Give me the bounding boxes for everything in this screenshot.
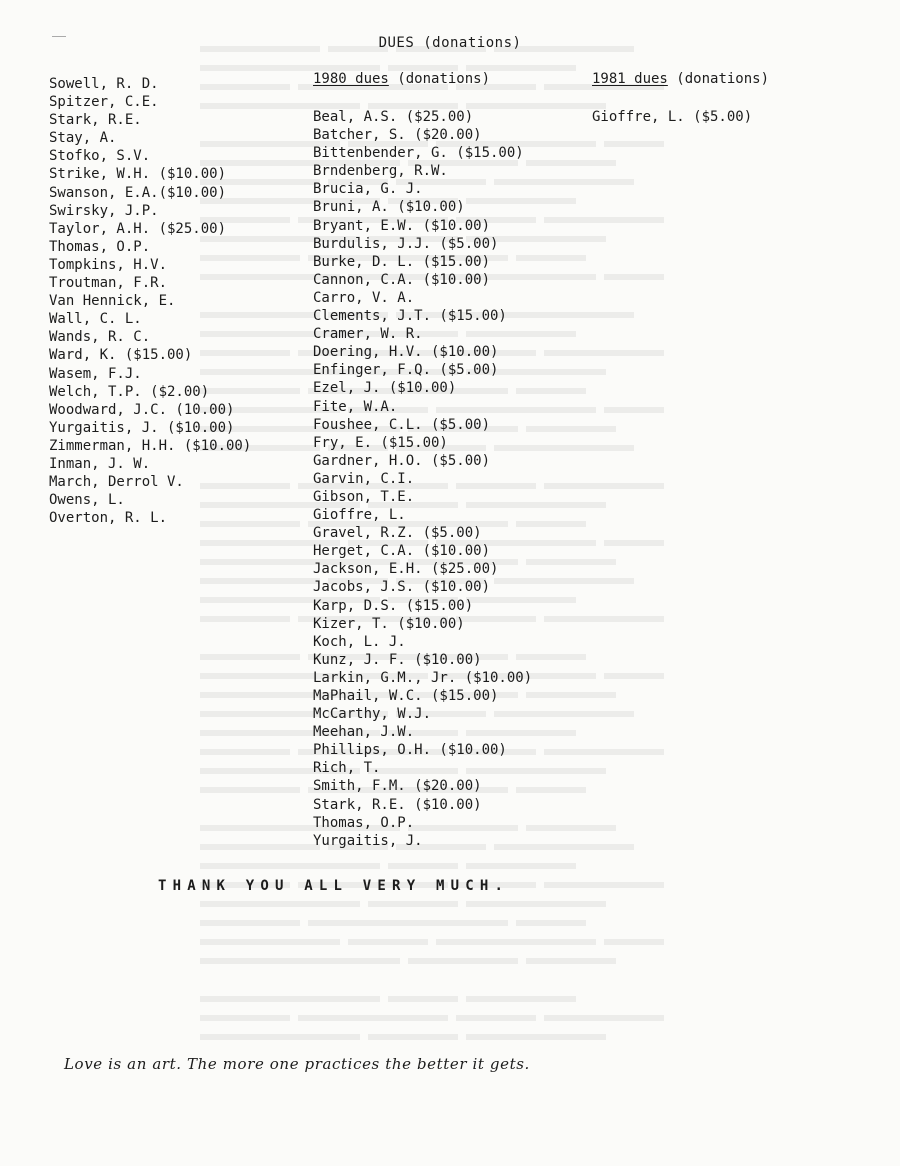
dues-1980-entry: McCarthy, W.J. bbox=[313, 706, 432, 723]
dues-1980-entry: Batcher, S. ($20.00) bbox=[313, 127, 482, 144]
member-entry: Tompkins, H.V. bbox=[49, 256, 168, 273]
closing-quote: Love is an art. The more one practices the better it gets. bbox=[64, 1055, 530, 1073]
dues-1980-entry: Bittenbender, G. ($15.00) bbox=[313, 145, 524, 162]
heading-1981-suffix: (donations) bbox=[676, 71, 770, 87]
dues-1980-entry: Fite, W.A. bbox=[313, 398, 398, 415]
member-entry: Strike, W.H. ($10.00) bbox=[49, 166, 227, 183]
dues-1980-entry: Gardner, H.O. ($5.00) bbox=[313, 452, 491, 469]
member-entry: Troutman, F.R. bbox=[49, 275, 168, 292]
member-entry: Wasem, F.J. bbox=[49, 365, 142, 382]
dues-1980-entry: Bryant, E.W. ($10.00) bbox=[313, 217, 491, 234]
dues-1980-entry: Brucia, G. J. bbox=[313, 181, 423, 198]
member-entry: Inman, J. W. bbox=[49, 455, 151, 472]
left-name-list bbox=[49, 75, 251, 527]
member-entry: Stofko, S.V. bbox=[49, 148, 151, 165]
heading-1981 bbox=[592, 71, 769, 87]
member-entry: Stark, R.E. bbox=[49, 112, 142, 129]
member-entry: Taylor, A.H. ($25.00) bbox=[49, 220, 227, 237]
heading-1981-label: 1981 dues bbox=[592, 71, 668, 87]
heading-1980 bbox=[313, 71, 490, 87]
member-entry: Owens, L. bbox=[49, 492, 125, 509]
dues-1980-entry: Jacobs, J.S. ($10.00) bbox=[313, 579, 491, 596]
dues-1980-entry: Clements, J.T. ($15.00) bbox=[313, 308, 507, 325]
member-entry: Sowell, R. D. bbox=[49, 76, 159, 92]
member-entry: Woodward, J.C. (10.00) bbox=[49, 401, 235, 418]
dues-1980-entry: Kunz, J. F. ($10.00) bbox=[313, 651, 482, 668]
member-entry: Thomas, O.P. bbox=[49, 238, 151, 255]
dues-1980-entry: Fry, E. ($15.00) bbox=[313, 434, 448, 451]
member-entry: Van Hennick, E. bbox=[49, 293, 176, 310]
dues-1980-entry: Gibson, T.E. bbox=[313, 488, 415, 505]
member-entry: Welch, T.P. ($2.00) bbox=[49, 383, 210, 400]
dues-1981-list bbox=[592, 108, 752, 126]
thank-you-line: THANK YOU ALL VERY MUCH. bbox=[158, 878, 510, 894]
dues-1980-list bbox=[313, 108, 532, 850]
member-entry: Zimmerman, H.H. ($10.00) bbox=[49, 437, 252, 454]
member-entry: Wands, R. C. bbox=[49, 329, 151, 346]
dues-1980-entry: Herget, C.A. ($10.00) bbox=[313, 543, 491, 560]
heading-1980-label: 1980 dues bbox=[313, 71, 389, 87]
dues-1980-entry: Garvin, C.I. bbox=[313, 470, 415, 487]
dues-1980-entry: Stark, R.E. ($10.00) bbox=[313, 796, 482, 813]
dues-1980-entry: Kizer, T. ($10.00) bbox=[313, 615, 465, 632]
dues-1980-entry: Cannon, C.A. ($10.00) bbox=[313, 271, 491, 288]
dues-1980-entry: Smith, F.M. ($20.00) bbox=[313, 778, 482, 795]
dues-1980-entry: Enfinger, F.Q. ($5.00) bbox=[313, 362, 499, 379]
dues-1980-entry: Gioffre, L. bbox=[313, 507, 406, 524]
dues-1980-entry: Meehan, J.W. bbox=[313, 724, 415, 741]
dues-1980-entry: Doering, H.V. ($10.00) bbox=[313, 344, 499, 361]
dues-1980-entry: Yurgaitis, J. bbox=[313, 832, 423, 849]
member-entry: March, Derrol V. bbox=[49, 474, 184, 491]
dues-1980-entry: Karp, D.S. ($15.00) bbox=[313, 597, 474, 614]
member-entry: Swirsky, J.P. bbox=[49, 202, 159, 219]
dues-1980-entry: Ezel, J. ($10.00) bbox=[313, 380, 457, 397]
dues-1980-entry: Carro, V. A. bbox=[313, 289, 415, 306]
dues-1980-entry: Gravel, R.Z. ($5.00) bbox=[313, 525, 482, 542]
member-entry: Yurgaitis, J. ($10.00) bbox=[49, 419, 235, 436]
dues-1980-entry: Burke, D. L. ($15.00) bbox=[313, 253, 491, 270]
member-entry: Wall, C. L. bbox=[49, 311, 142, 328]
member-entry: Stay, A. bbox=[49, 130, 117, 147]
dues-1980-entry: Cramer, W. R. bbox=[313, 326, 423, 343]
dues-1980-entry: Burdulis, J.J. ($5.00) bbox=[313, 235, 499, 252]
dues-1980-entry: Phillips, O.H. ($10.00) bbox=[313, 742, 507, 759]
dues-1980-entry: Larkin, G.M., Jr. ($10.00) bbox=[313, 669, 533, 686]
dues-1980-entry: Jackson, E.H. ($25.00) bbox=[313, 561, 499, 578]
dues-1980-entry: Beal, A.S. ($25.00) bbox=[313, 109, 474, 125]
member-entry: Swanson, E.A.($10.00) bbox=[49, 184, 227, 201]
dues-1981-entry: Gioffre, L. ($5.00) bbox=[592, 109, 753, 125]
member-entry: Overton, R. L. bbox=[49, 510, 168, 527]
heading-1980-suffix: (donations) bbox=[397, 71, 491, 87]
dues-1980-entry: Brndenberg, R.W. bbox=[313, 163, 448, 180]
dues-1980-entry: Bruni, A. ($10.00) bbox=[313, 199, 465, 216]
dues-1980-entry: Rich, T. bbox=[313, 760, 381, 777]
dues-1980-entry: MaPhail, W.C. ($15.00) bbox=[313, 688, 499, 704]
page-title: DUES (donations) bbox=[378, 35, 522, 51]
dues-1980-entry: Koch, L. J. bbox=[313, 633, 406, 650]
dues-1980-entry: Thomas, O.P. bbox=[313, 814, 415, 831]
member-entry: Ward, K. ($15.00) bbox=[49, 347, 193, 364]
member-entry: Spitzer, C.E. bbox=[49, 94, 159, 111]
dues-1980-entry: Foushee, C.L. ($5.00) bbox=[313, 416, 491, 433]
